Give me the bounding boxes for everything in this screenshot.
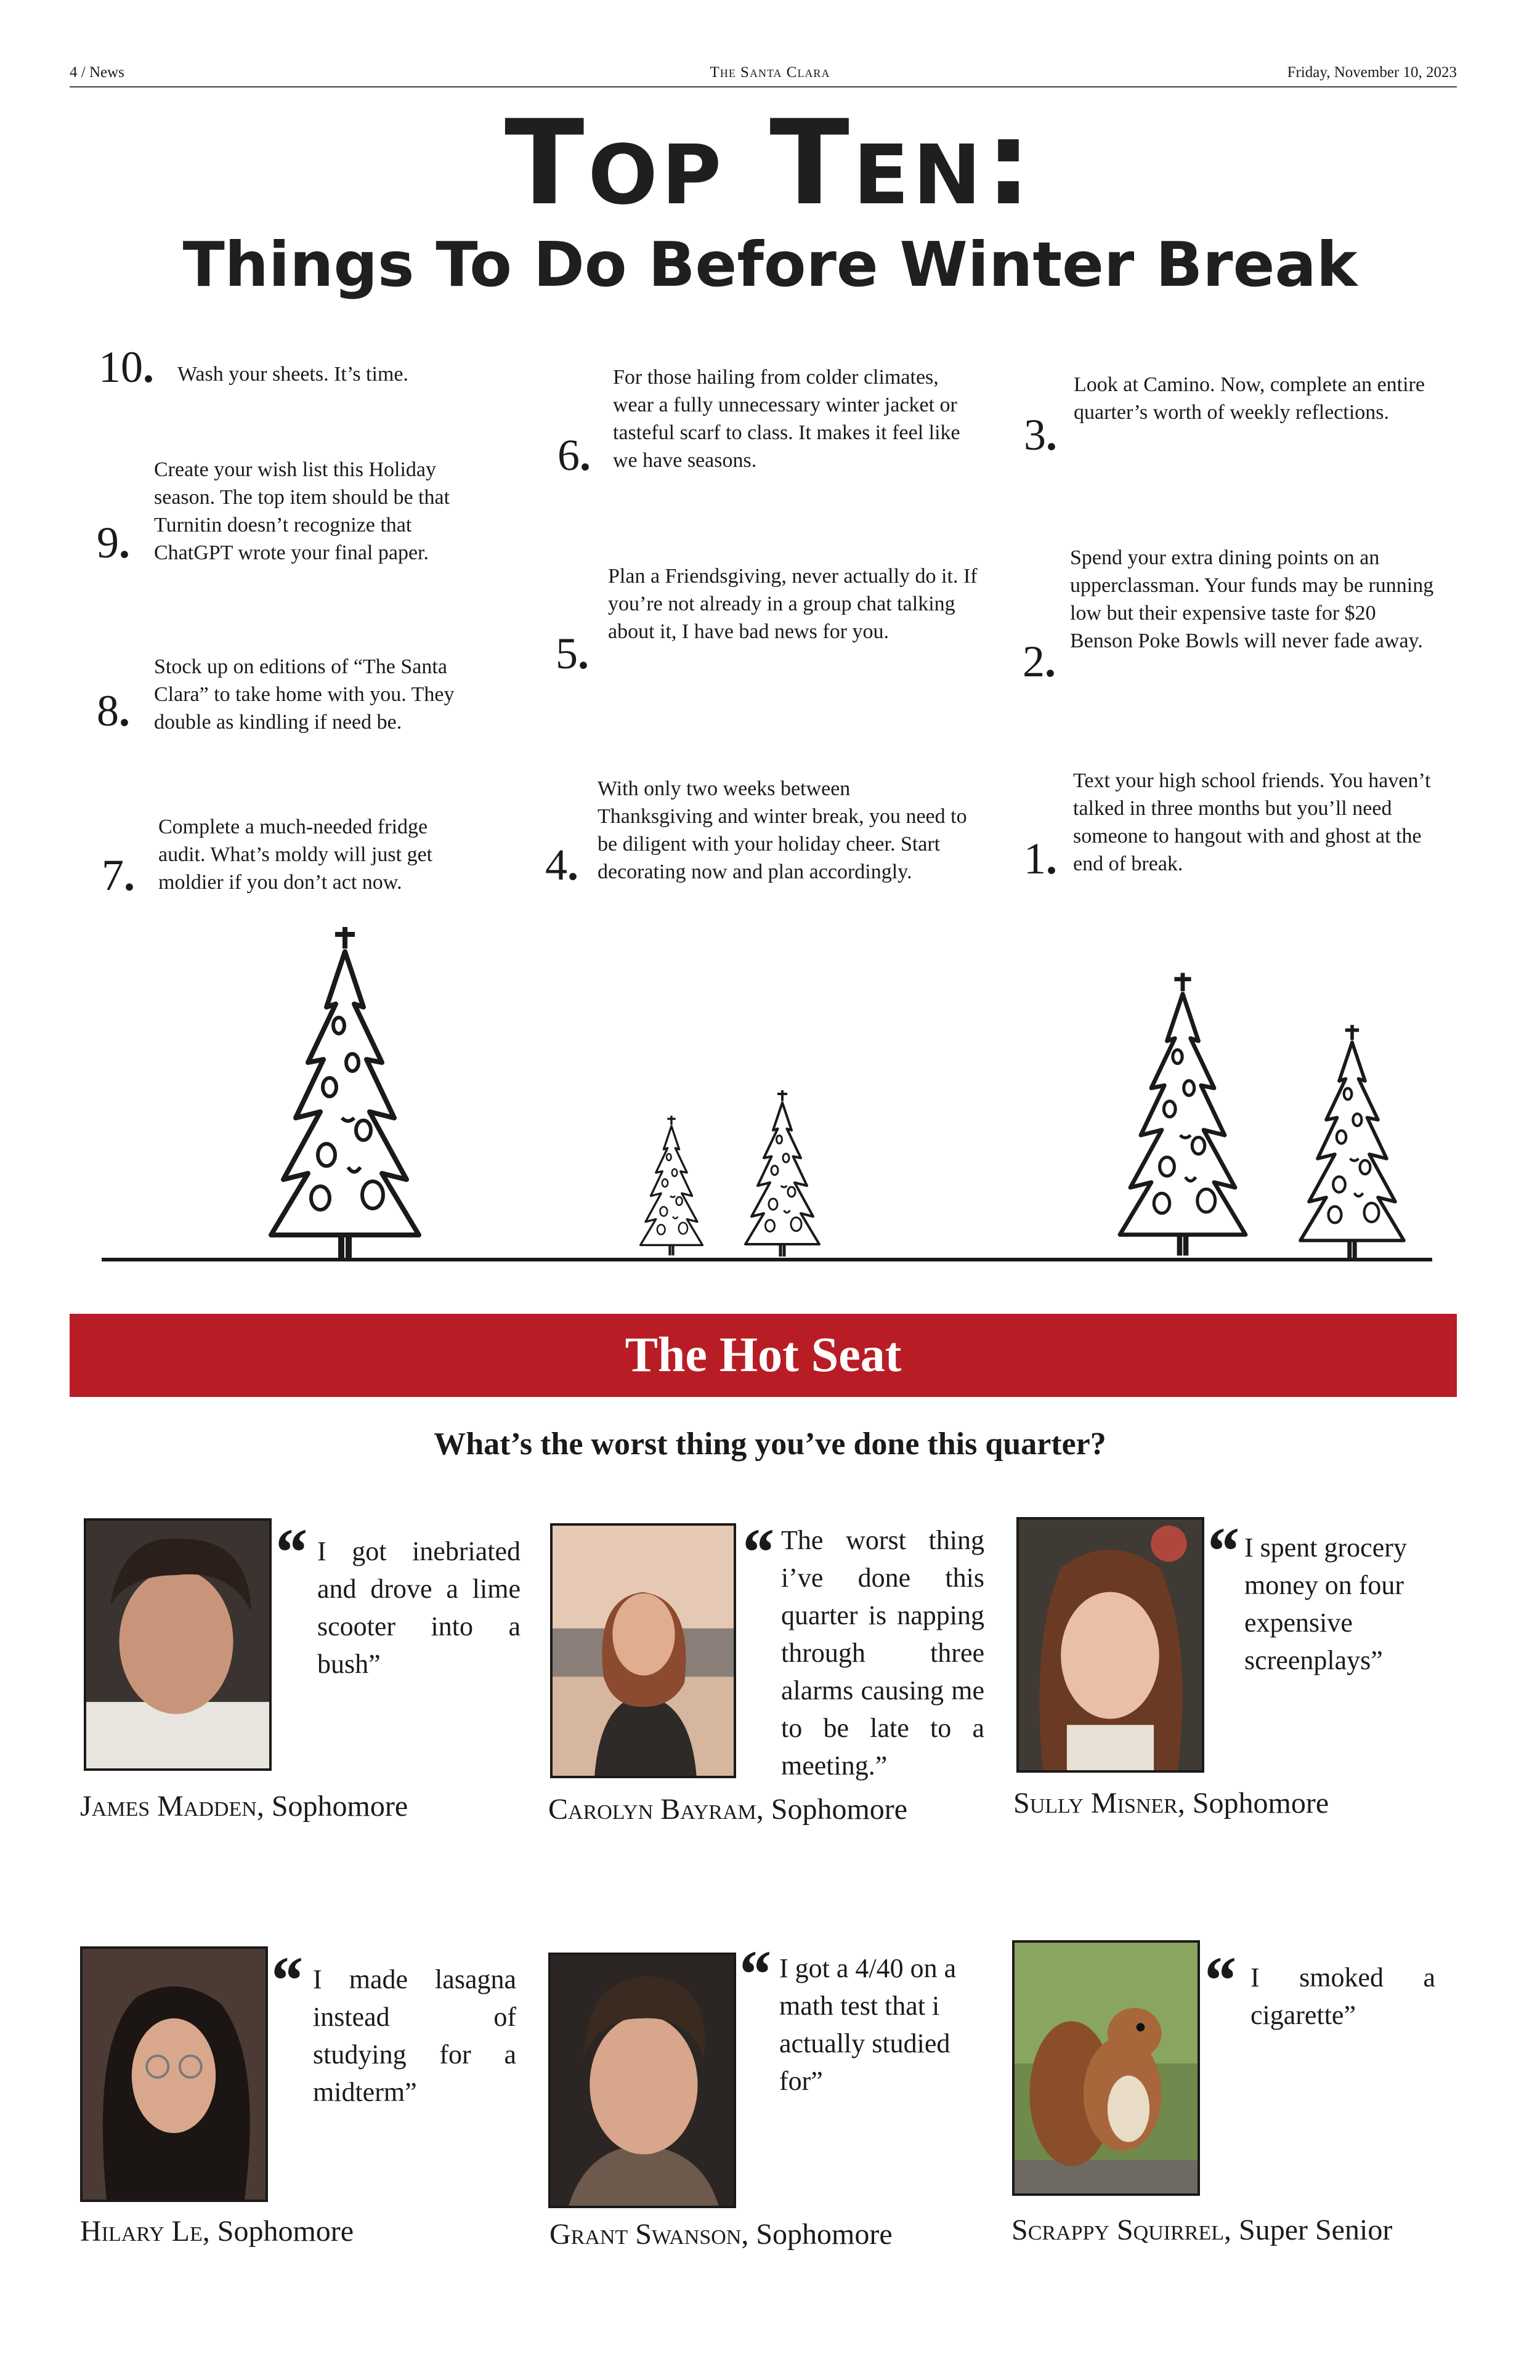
caption-hilary-le: Hilary Le, Sophomore (80, 2215, 354, 2248)
item-text-1: Text your high school friends. You haven’t talked in three months but you’ll need someone to hangout with and ghost at the end of break. (1073, 769, 1431, 875)
photo-scrappy-squirrel (1012, 1940, 1200, 2196)
quote-mark: “ (736, 1937, 770, 2012)
quote-mark: “ (268, 1943, 302, 2018)
quote-grant-swanson: I got a 4/40 on a math test that i actually studied for” (779, 1953, 957, 2096)
photo-james-madden (84, 1518, 272, 1771)
caption-carolyn-bayram: Carolyn Bayram, Sophomore (548, 1793, 908, 1826)
photo-sully-misner (1016, 1517, 1204, 1773)
photo-carolyn-bayram (550, 1523, 736, 1778)
item-number-10: 10. (99, 342, 154, 392)
item-number-2: 2. (1023, 637, 1056, 686)
page-title: Top Ten: (504, 95, 1036, 231)
hot-seat-question: What’s the worst thing you’ve done this quarter? (434, 1427, 1106, 1462)
item-text-6: For those hailing from colder climates, wear a fully unnecessary winter jacket or tasteful scarf to class. It makes it feel like we have seasons. (613, 366, 960, 472)
quote-james-madden: I got inebriated and drove a lime scooter into a bush” (317, 1536, 521, 1679)
caption-grant-swanson: Grant Swanson, Sophomore (549, 2218, 893, 2251)
page-subtitle: Things To Do Before Winter Break (182, 229, 1358, 301)
quote-mark: “ (272, 1515, 306, 1590)
item-number-9: 9. (97, 518, 130, 567)
item-text-2: Spend your extra dining points on an upperclassman. Your funds may be running low but their expensive taste for $20 Benson Poke Bowls will never fade away. (1070, 546, 1434, 652)
item-text-8: Stock up on editions of “The Santa Clara” to take home with you. They double as kindling if need be. (154, 655, 455, 734)
item-text-6b: With only two weeks between Thanksgiving and winter break, you need to be diligent with your holiday cheer. Start decorating now and plan accordingly. (598, 777, 967, 883)
item-number-3: 3. (1024, 410, 1057, 459)
caption-james-madden: James Madden, Sophomore (80, 1790, 408, 1823)
issue-date: Friday, November 10, 2023 (1287, 64, 1457, 81)
quote-mark: “ (1201, 1943, 1235, 2018)
section-label: 4 / News (70, 64, 124, 81)
item-number-4: 4. (545, 840, 578, 889)
hot-seat-title: The Hot Seat (625, 1328, 902, 1382)
item-number-5: 5. (556, 629, 589, 678)
quote-sully-misner: I spent grocery money on four expensive screenplays” (1244, 1532, 1407, 1675)
photo-grant-swanson (548, 1953, 736, 2208)
item-number-7: 7. (102, 851, 135, 900)
quote-scrappy-squirrel: I smoked a cigarette” (1250, 1962, 1435, 2030)
item-text-9: Create your wish list this Holiday season. The top item should be that Turnitin doesn’t recognize that ChatGPT wrote your final paper. (154, 458, 450, 564)
item-text-3: Look at Camino. Now, complete an entire quarter’s worth of weekly reflections. (1074, 373, 1425, 424)
item-text-5: Plan a Friendsgiving, never actually do it. If you’re not already in a group chat talking about it, I have bad news for you. (608, 565, 978, 643)
photo-hilary-le (80, 1946, 268, 2202)
caption-scrappy-squirrel: Scrappy Squirrel, Super Senior (1011, 2214, 1393, 2246)
caption-sully-misner: Sully Misner, Sophomore (1013, 1787, 1329, 1819)
quote-hilary-le: I made lasagna instead of studying for a midterm” (313, 1964, 516, 2107)
quote-carolyn-bayram: The worst thing i’ve done this quarter is napping through three alarms causing me to be late to a meeting.” (781, 1525, 984, 1781)
quote-mark: “ (739, 1515, 773, 1590)
quote-mark: “ (1204, 1513, 1238, 1589)
christmas-trees-illustration (0, 899, 1540, 1269)
item-number-8: 8. (97, 686, 130, 735)
header-rule (70, 86, 1457, 87)
item-number-1: 1. (1024, 834, 1057, 883)
paper-name: The Santa Clara (710, 64, 830, 81)
item-number-6: 6. (557, 431, 591, 480)
item-text-7: Complete a much-needed fridge audit. What’s moldy will just get moldier if you don’t act now. (158, 816, 433, 894)
item-text-10: Wash your sheets. It’s time. (177, 363, 408, 386)
